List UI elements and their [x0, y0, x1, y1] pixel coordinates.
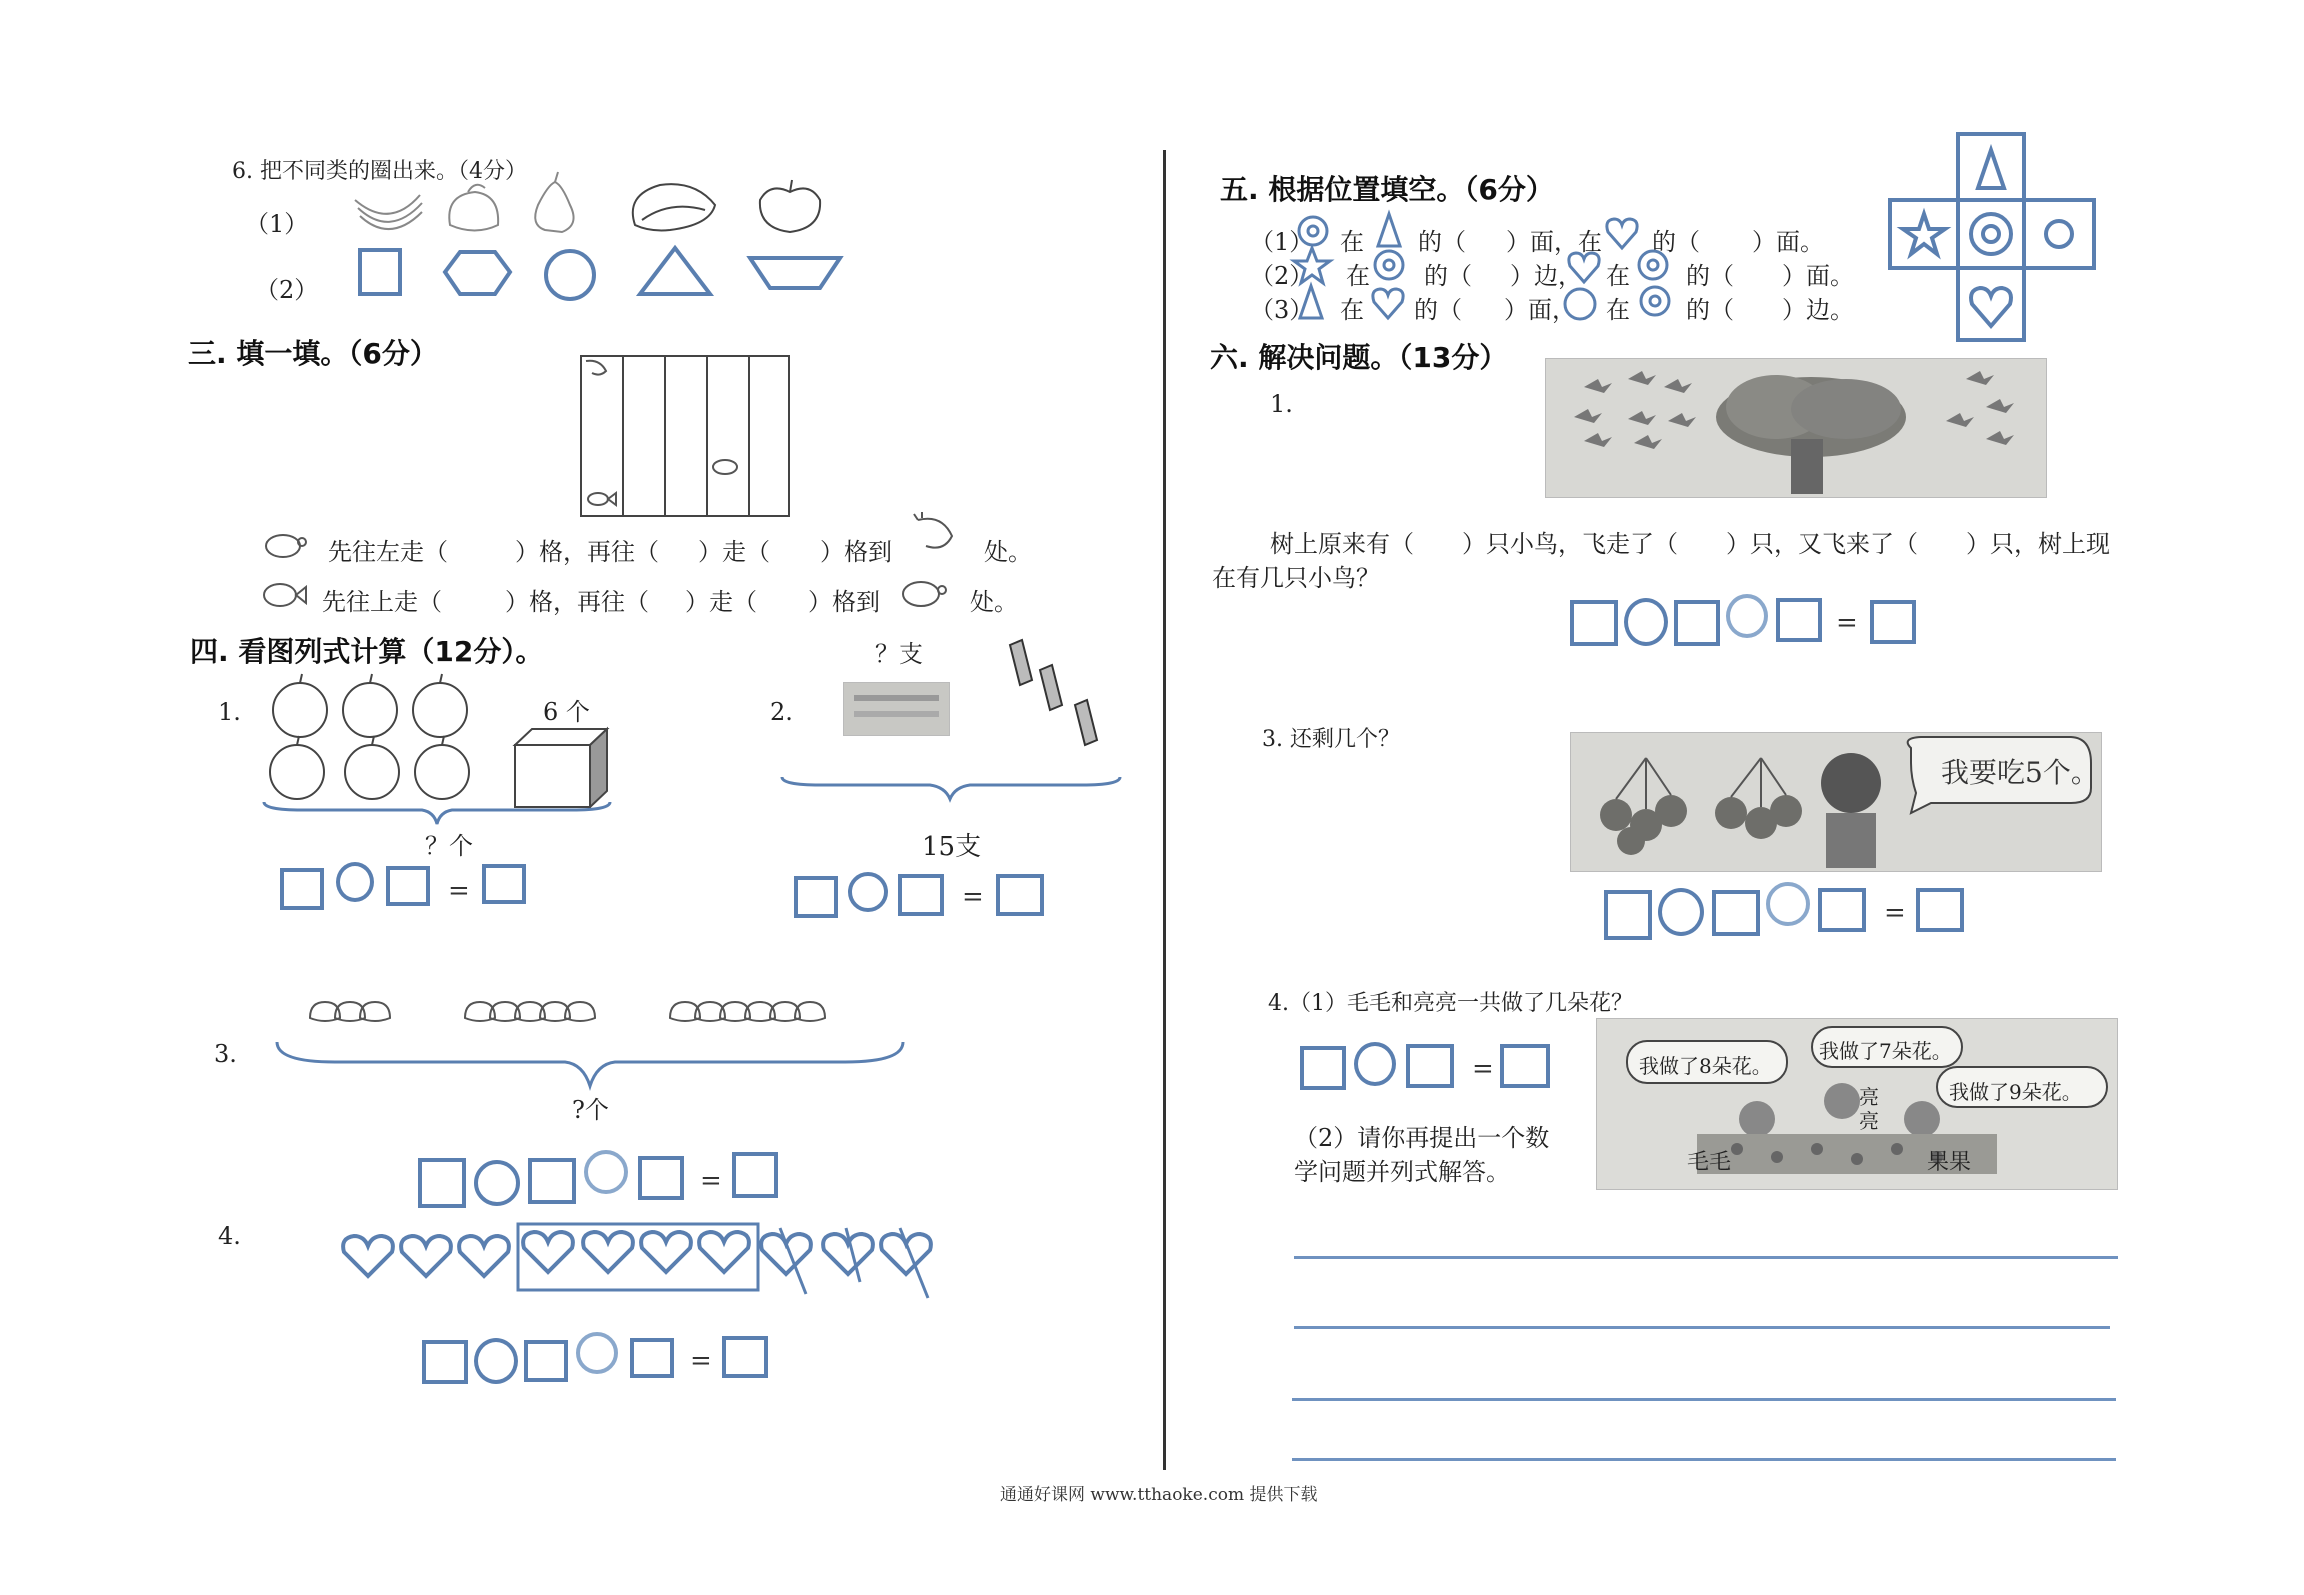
cherries-bubble-text: 我要吃5个。 — [1941, 756, 2099, 789]
pear-icon — [535, 172, 573, 232]
p3-total: ?个 — [572, 1096, 609, 1124]
circle-shape — [546, 251, 594, 299]
answer-line[interactable] — [1292, 1398, 2116, 1401]
answer-line[interactable] — [1294, 1256, 2118, 1259]
operator-circle[interactable] — [1726, 594, 1768, 638]
sec5-l3-e: 的（ — [1686, 296, 1734, 324]
sec5-l1-c: ）面，在 — [1506, 228, 1602, 256]
sec5-l3-n: （3） — [1250, 296, 1314, 324]
answer-box[interactable] — [1916, 888, 1964, 932]
equals-sign: = — [700, 1166, 722, 1196]
sec6-title: 六. 解决问题。（13分） — [1210, 341, 1508, 374]
flowers-bubble2: 我做了7朵花。 — [1819, 1039, 1952, 1063]
hexagon-shape — [445, 252, 510, 294]
answer-box[interactable] — [898, 874, 944, 916]
footer-text: 通通好课网 www.tthaoke.com 提供下载 — [1000, 1485, 1318, 1505]
triangle-icon — [1374, 212, 1404, 248]
flowers-bubble1: 我做了8朵花。 — [1639, 1054, 1772, 1078]
answer-box[interactable] — [1712, 890, 1760, 936]
operator-circle[interactable] — [848, 872, 888, 912]
p3-num: 3. — [214, 1040, 237, 1068]
sec5-l3-f: ）边。 — [1782, 296, 1854, 324]
sec3-line1-c: ）走（ — [698, 538, 770, 566]
sec6-p4-q2a: （2）请你再提出一个数 — [1294, 1124, 1550, 1152]
brace — [275, 1040, 905, 1090]
trapezoid-shape — [750, 258, 840, 288]
target-icon — [1971, 214, 2011, 254]
heart-icon — [1566, 250, 1602, 284]
answer-box[interactable] — [722, 1336, 768, 1378]
heart-icon — [523, 1232, 573, 1272]
flowers-name-guoguo: 果果 — [1927, 1150, 1972, 1175]
equals-sign: = — [1472, 1054, 1494, 1084]
answer-box[interactable] — [1674, 600, 1720, 646]
sec6-p1-text1: 树上原来有（ ）只小鸟，飞走了（ ）只，又飞来了（ ）只，树上现 — [1270, 530, 2110, 558]
sec4-title: 四. 看图列式计算（12分）。 — [190, 635, 544, 668]
sec3-line2-a: 先往上走（ — [322, 588, 442, 616]
answer-box[interactable] — [386, 866, 430, 906]
turtle-icon — [713, 460, 737, 474]
sec6-p4-q2b: 学问题并列式解答。 — [1294, 1158, 1510, 1186]
triangle-shape — [640, 248, 710, 294]
sec3-title: 三. 填一填。（6分） — [188, 337, 438, 370]
sec6-p1-num: 1. — [1270, 390, 1293, 418]
sec3-line2-c: ）走（ — [685, 588, 757, 616]
sec3-line1-a: 先往左走（ — [328, 538, 448, 566]
operator-circle[interactable] — [1354, 1042, 1396, 1086]
turtle-icon — [895, 572, 950, 614]
star-icon — [1903, 214, 1945, 254]
answer-box[interactable] — [1776, 598, 1822, 642]
sec3-line1-e: 处。 — [984, 538, 1032, 566]
answer-box[interactable] — [418, 1158, 466, 1208]
equals-sign: = — [448, 876, 470, 906]
p4-num: 4. — [218, 1222, 241, 1250]
position-cross-diagram — [1888, 132, 2098, 347]
heart-icon — [1971, 288, 2011, 326]
sec5-l2-n: （2） — [1250, 262, 1314, 290]
sec3-line1-b: ）格，再往（ — [515, 538, 659, 566]
operator-circle[interactable] — [1624, 598, 1668, 646]
cabbage-icon — [633, 184, 715, 230]
operator-circle[interactable] — [1658, 888, 1704, 936]
target-icon — [1372, 248, 1406, 282]
equals-sign: = — [690, 1346, 712, 1376]
q6-title: 6. 把不同类的圈出来。（4分） — [232, 159, 527, 184]
sec5-l2-e: 的（ — [1686, 262, 1734, 290]
equals-sign: = — [962, 882, 984, 912]
apple-icon — [345, 736, 399, 799]
apple-icon — [413, 674, 467, 737]
sec5-l3-c: ）面， — [1504, 296, 1576, 324]
sec5-l1-a: 在 — [1340, 228, 1364, 256]
circle-icon — [1562, 286, 1598, 322]
target-icon — [1638, 284, 1672, 318]
answer-box[interactable] — [1818, 888, 1866, 932]
answer-box[interactable] — [638, 1156, 684, 1200]
sec5-l2-d: 在 — [1606, 262, 1630, 290]
triangle-icon — [1296, 284, 1326, 320]
equals-sign: = — [1836, 608, 1858, 638]
apple-icon — [273, 674, 327, 737]
box-icon — [510, 725, 610, 810]
circle-icon — [2046, 221, 2072, 247]
sec5-l2-c: ）边， — [1510, 262, 1582, 290]
sec5-l2-f: ）面。 — [1782, 262, 1854, 290]
sec4-title-tail: ？支 — [875, 640, 923, 668]
sec5-l3-a: 在 — [1340, 296, 1364, 324]
operator-circle[interactable] — [474, 1338, 518, 1384]
sec5-l3-b: 的（ — [1414, 296, 1462, 324]
operator-circle[interactable] — [1766, 882, 1810, 926]
answer-box[interactable] — [528, 1158, 576, 1204]
sec5-l2-b: 的（ — [1424, 262, 1472, 290]
sec6-p4-q1: 4.（1）毛毛和亮亮一共做了几朵花？ — [1268, 991, 1633, 1016]
answer-line[interactable] — [1292, 1458, 2116, 1461]
p1-num: 1. — [218, 698, 241, 726]
birds-tree-photo — [1545, 358, 2047, 498]
p2-total: 15支 — [922, 832, 982, 862]
sec5-l1-e: ）面。 — [1752, 228, 1824, 256]
answer-box[interactable] — [794, 876, 838, 918]
apple-icon — [415, 736, 469, 799]
grid-animals — [580, 355, 790, 517]
heart-icon — [1370, 286, 1406, 320]
heart-icon — [699, 1232, 749, 1272]
fruit-row — [350, 170, 830, 240]
sec5-l1-d: 的（ — [1652, 228, 1700, 256]
pencils-icon — [1000, 640, 1120, 750]
cherries-photo — [1570, 732, 2102, 872]
p1-total: ？个 — [425, 832, 473, 860]
page-divider — [1163, 150, 1166, 1470]
answer-box[interactable] — [996, 874, 1044, 916]
hearts-row — [340, 1232, 940, 1312]
equals-sign: = — [1884, 898, 1906, 928]
sec5-l2-a: 在 — [1346, 262, 1370, 290]
heart-icon — [343, 1236, 393, 1276]
target-icon — [1636, 248, 1670, 282]
sec3-line2-b: ）格，再往（ — [505, 588, 649, 616]
flowers-photo — [1596, 1018, 2118, 1190]
heart-icon — [1604, 216, 1640, 250]
sec3-line2-d: ）格到 — [808, 588, 880, 616]
target-icon — [1296, 214, 1330, 248]
shrimp-icon — [912, 512, 962, 560]
operator-circle[interactable] — [584, 1150, 628, 1194]
sec5-l3-d: 在 — [1606, 296, 1630, 324]
answer-box[interactable] — [422, 1340, 468, 1384]
flowers-name-liangliang: 亮亮 — [1859, 1085, 1879, 1133]
fish-icon — [588, 493, 616, 505]
peach-icon — [449, 185, 498, 231]
flowers-name-maomao: 毛毛 — [1687, 1150, 1732, 1175]
peaches-row — [305, 990, 895, 1030]
operator-circle[interactable] — [474, 1160, 520, 1206]
heart-icon — [583, 1232, 633, 1272]
apple-icon — [760, 180, 820, 232]
banana-icon — [355, 195, 422, 229]
apples-group — [262, 680, 482, 800]
answer-box[interactable] — [1604, 890, 1652, 940]
heart-icon — [459, 1236, 509, 1276]
answer-box[interactable] — [732, 1152, 778, 1198]
star-icon — [1292, 246, 1332, 286]
operator-circle[interactable] — [336, 862, 374, 902]
answer-box[interactable] — [1870, 600, 1916, 644]
sec5-l1-n: （1） — [1250, 228, 1314, 256]
heart-icon — [401, 1236, 451, 1276]
shrimp-icon — [586, 361, 606, 375]
heart-icon — [641, 1232, 691, 1272]
answer-box[interactable] — [1500, 1044, 1550, 1088]
q6-row2-label: （2） — [255, 276, 319, 304]
answer-box[interactable] — [482, 864, 526, 904]
apple-icon — [343, 674, 397, 737]
square-shape — [360, 250, 400, 294]
answer-box[interactable] — [524, 1340, 568, 1382]
q6-row1-label: （1） — [245, 210, 309, 238]
sec3-line1-d: ）格到 — [820, 538, 892, 566]
sec6-p1-text2: 在有几只小鸟？ — [1212, 564, 1380, 592]
answer-line[interactable] — [1294, 1326, 2110, 1329]
p1-box-label: 6 个 — [543, 698, 590, 726]
fish-icon — [258, 575, 308, 615]
pencil-box-photo — [843, 682, 950, 736]
shape-row — [355, 240, 855, 310]
flowers-bubble3: 我做了9朵花。 — [1949, 1080, 2082, 1104]
sec3-line2-e: 处。 — [970, 588, 1018, 616]
answer-box[interactable] — [1406, 1044, 1454, 1088]
sec5-l1-b: 的（ — [1418, 228, 1466, 256]
turtle-icon — [258, 524, 308, 564]
p2-num: 2. — [770, 698, 793, 726]
answer-box[interactable] — [1300, 1046, 1346, 1090]
answer-box[interactable] — [630, 1338, 674, 1378]
brace — [780, 775, 1122, 805]
answer-box[interactable] — [280, 868, 324, 910]
sec5-title: 五. 根据位置填空。（6分） — [1220, 173, 1554, 206]
answer-box[interactable] — [1570, 600, 1618, 646]
operator-circle[interactable] — [576, 1332, 618, 1374]
triangle-icon — [1978, 150, 2004, 188]
apple-icon — [270, 736, 324, 799]
sec6-p3-title: 3. 还剩几个？ — [1262, 727, 1400, 752]
